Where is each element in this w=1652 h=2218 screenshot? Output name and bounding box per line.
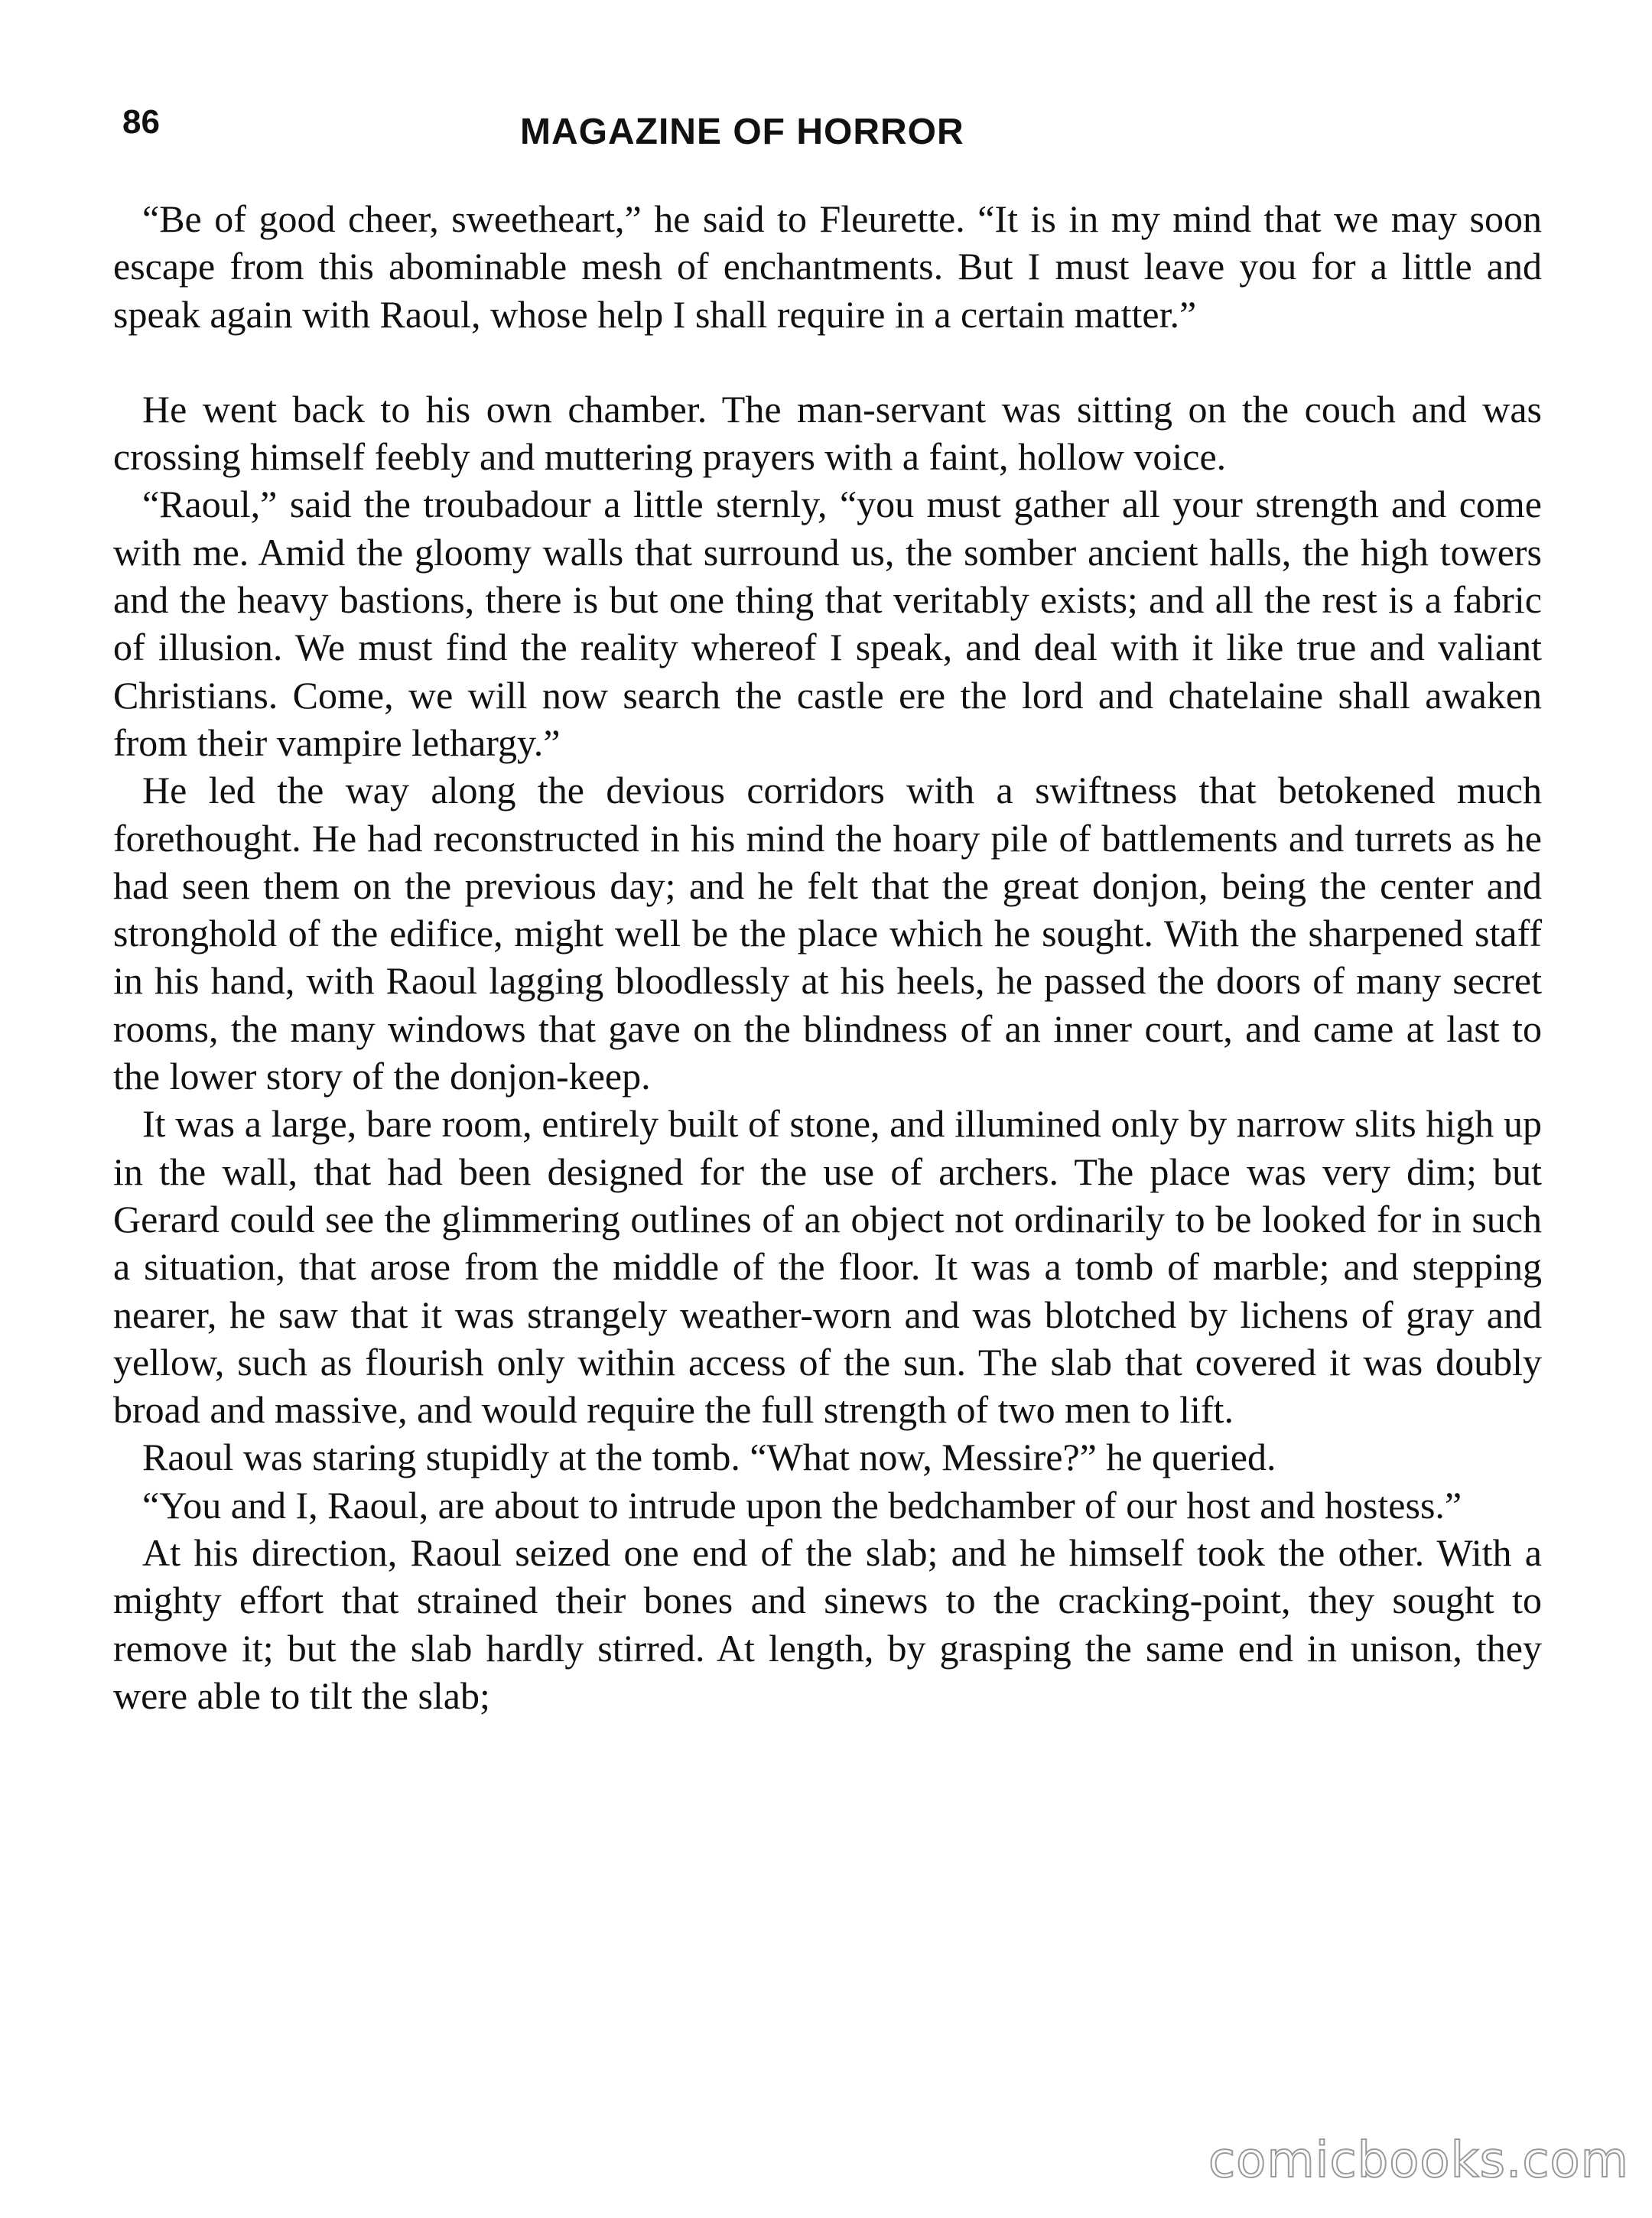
paragraph: “Raoul,” said the troubadour a little sternly, “you must gather all your strength and come with me. Amid the gloomy walls that surround us, the somber ancient halls, the high towers and the heavy bastions, there is but one thing that veritably exists; and all the rest is a fabric of illusion. We must find the reality whereof I speak, and deal with it like true and valiant Christians. Come, we will now search the castle ere the lord and chatelaine shall awaken from their vampire lethargy.” bbox=[113, 483, 1542, 764]
paragraph: He went back to his own chamber. The man-servant was sitting on the couch and was crossing himself feebly and muttering prayers with a faint, hollow voice. bbox=[113, 387, 1542, 479]
paragraph: It was a large, bare room, entirely built of stone, and illumined only by narrow slits high up in the wall, that had been designed for the use of archers. The place was very dim; but Gerard could see the glimmering outlines of an object not ordinarily to be looked for in such a situation, that arose from the middle of the floor. It was a tomb of marble; and stepping nearer, he saw that it was strangely weather-worn and was blotched by lichens of gray and yellow, such as flourish only within access of the sun. The slab that covered it was doubly broad and massive, and would require the full strength of two men to lift. bbox=[113, 1102, 1542, 1432]
paragraph: He led the way along the devious corridors with a swiftness that betokened much forethought. He had reconstructed in his mind the hoary pile of battlements and turrets as he had seen them on the previous day; and he felt that the great donjon, being the center and stronghold of the edifice, might well be the place which he sought. With the sharpened staff in his hand, with Raoul lagging bloodlessly at his heels, he passed the doors of many secret rooms, the many windows that gave on the blindness of an inner court, and came at last to the lower story of the donjon-keep. bbox=[113, 769, 1542, 1098]
running-head: MAGAZINE OF HORROR bbox=[520, 112, 964, 152]
paragraph: At his direction, Raoul seized one end of the slab; and he himself took the other. With a mighty effort that strained their bones and sinews to the cracking-point, they sought to remove it; but the slab hardly stirred. At length, by grasping the same end in unison, they were able to tilt the slab; bbox=[113, 1531, 1542, 1717]
paragraph: “You and I, Raoul, are about to intrude upon the bedchamber of our host and hostess.” bbox=[142, 1483, 1462, 1527]
paragraph: Raoul was staring stupidly at the tomb. “What now, Messire?” he queried. bbox=[142, 1436, 1276, 1479]
page-number: 86 bbox=[122, 103, 160, 141]
watermark-logo: comicbooks.com bbox=[1208, 2132, 1629, 2189]
story-text bbox=[113, 195, 1542, 1719]
paragraph: “Be of good cheer, sweetheart,” he said to Fleurette. “It is in my mind that we may soon escape from this abominable mesh of enchantments. But I must leave you for a little and speak again with Raoul, whose help I shall require in a certain matter.” bbox=[113, 197, 1542, 336]
page-header bbox=[122, 103, 1537, 164]
